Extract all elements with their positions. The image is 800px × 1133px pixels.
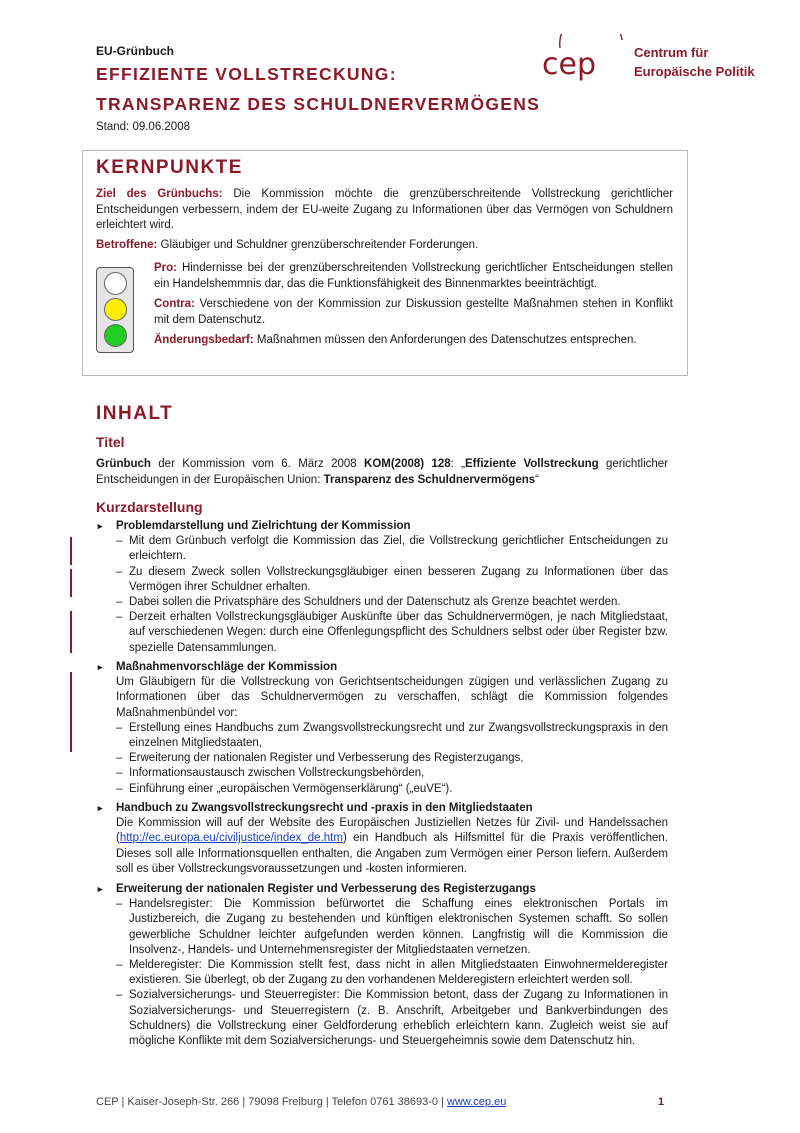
document-title-line-2: TRANSPARENZ DES SCHULDNERVERMÖGENS: [96, 94, 541, 114]
titel-bold-2: Transparenz des Schuldnervermögens: [323, 473, 536, 486]
kernpunkte-heading: KERNPUNKTE: [96, 157, 243, 178]
contra-text: Verschiedene von der Kommission zur Diskussion gestellte Maßnahmen stehen in Konflikt mit dem Datenschutz.: [154, 298, 673, 326]
section-handbuch: [96, 801, 668, 877]
cep-logo: [530, 34, 770, 90]
list-item: – Handelsregister: Die Kommission befürwortet die Schaffung eines elektronischen Portals im Justizbereich, die Zugang zu bestehenden und künftigen elektronischen Systemen schafft. So sollen gewerbliche Schuldner leichter aufgefunden werden können. Langfristig will die Kommission die Insolvenz-, Handels- und Unternehmensregister der Mitgliedstaaten vernetzen.: [96, 897, 668, 958]
inhalt-heading: INHALT: [96, 403, 174, 424]
cep-logo-letters: cep: [542, 47, 596, 82]
titel-text-1: der Kommission vom 6. März 2008: [150, 458, 365, 470]
titel-bold-1: Effiziente Vollstreckung: [465, 458, 599, 470]
traffic-light-icon: [96, 267, 134, 353]
list-item: – Erweiterung der nationalen Register und Verbesserung des Registerzugangs,: [96, 751, 668, 766]
document-title-line-1: EFFIZIENTE VOLLSTRECKUNG:: [96, 64, 397, 84]
margin-mark: [70, 672, 72, 752]
betroffene-text: Gläubiger und Schuldner grenzüberschreitender Forderungen.: [157, 239, 479, 251]
cep-logo-mark: [530, 34, 630, 84]
pro-paragraph: [154, 261, 673, 292]
cep-logo-text: [634, 43, 755, 81]
pro-label: Pro:: [154, 262, 177, 274]
bullet-heading: ► Handbuch zu Zwangsvollstreckungsrecht und -praxis in den Mitgliedstaaten: [96, 801, 668, 816]
titel-text-2: : „: [450, 458, 465, 470]
section-register: [96, 882, 668, 1049]
ziel-text: Die Kommission möchte die grenzüberschreitende Vollstreckung gerichtlicher Entscheidungen verbessern, indem der EU-weite Zugang zu Informationen über das Vermögen von Schuldnern erleichtert wird.: [96, 188, 673, 232]
document-type: EU-Grünbuch: [96, 44, 174, 58]
contra-label: Contra:: [154, 298, 195, 310]
handbuch-text-2: ) ein Handbuch als Hilfsmittel für die Praxis veröffentlichen. Dieses soll alle Informationsquellen enthalten, die Angaben zum Vermögen einer Person liefern. Außerdem soll es über Vollstreckungsvoraussetzungen und -kosten informieren.: [116, 832, 668, 875]
titel-gruenbuch: Grünbuch: [96, 458, 151, 470]
traffic-light-white: [104, 272, 127, 295]
footer: [96, 1096, 506, 1108]
logo-line-2: Europäische Politik: [634, 64, 755, 79]
titel-kom: KOM(2008) 128: [364, 458, 451, 470]
kurzdarstellung-heading: Kurzdarstellung: [96, 499, 203, 515]
list-item: – Derzeit erhalten Vollstreckungsgläubiger Auskünfte über das Schuldnervermögen, je nach Mitgliedstaat, auf verschiedenen Wegen: durch eine Offenlegungspflicht des Schuldners selbst oder über Register bzw. spezielle Datensammlungen.: [96, 610, 668, 656]
titel-paragraph: [96, 457, 668, 488]
aenderungsbedarf-label: Änderungsbedarf:: [154, 334, 254, 346]
betroffene-paragraph: [96, 238, 673, 254]
pro-text: Hindernisse bei der grenzüberschreitenden Vollstreckung gerichtlicher Entscheidungen stellen ein Handelshemmnis dar, das die Funktionsfähigkeit des Binnenmarktes beeinträchtigt.: [154, 262, 673, 290]
paragraph: [96, 816, 668, 877]
footer-address: CEP | Kaiser-Joseph-Str. 266 | 79098 Freiburg | Telefon 0761 38693-0 |: [96, 1096, 448, 1108]
section-massnahmenvorschlaege: [96, 660, 668, 797]
list-item: – Einführung einer „europäischen Vermögenserklärung“ („euVE“).: [96, 782, 668, 797]
document-date: Stand: 09.06.2008: [96, 121, 190, 133]
list-item: – Melderegister: Die Kommission stellt fest, dass nicht in allen Mitgliedstaaten Einwohnermelderegister existieren. Sie überlegt, ob der Zugang zu den vorhandenen Melderegistern erleichtert werden soll.: [96, 958, 668, 988]
aenderungsbedarf-text: Maßnahmen müssen den Anforderungen des Datenschutzes entsprechen.: [253, 334, 637, 346]
list-item: – Erstellung eines Handbuchs zum Zwangsvollstreckungsrecht und zur Zwangsvollstreckungspraxis in den einzelnen Mitgliedstaaten,: [96, 721, 668, 751]
list-item: – Mit dem Grünbuch verfolgt die Kommission das Ziel, die Vollstreckung gerichtlicher Entscheidungen zu erleichtern.: [96, 534, 668, 564]
list-item: – Sozialversicherungs- und Steuerregister: Die Kommission betont, dass der Zugang zu Informationen in Sozialversicherungs- und Steuerregistern (z. B. Anschrift, Arbeitgeber und Bankverbindungen des Schuldners) die Vollstreckung einer Geldforderung erheblich erleichtern kann. Zugleich weist sie auf mögliche Konflikte mit dem Sozialversicherungs- und Steuergeheimnis sowie dem Datenschutz hin.: [96, 988, 668, 1049]
list-item: – Dabei sollen die Privatsphäre des Schuldners und der Datenschutz als Grenze beachtet werden.: [96, 595, 668, 610]
bullet-heading: ► Problemdarstellung und Zielrichtung der Kommission: [96, 519, 668, 534]
handbuch-text-1: Die Kommission will auf der Website des Europäischen Justiziellen Netzes für Zivil- und Handelssachen (: [116, 817, 668, 845]
titel-text-3: gerichtlicher Entscheidungen in der Europäischen Union:: [96, 458, 668, 486]
kernpunkte-box: [82, 150, 688, 376]
ziel-label: Ziel des Grünbuchs:: [96, 188, 223, 200]
aenderungsbedarf-paragraph: [154, 333, 673, 349]
bullet-heading: ► Maßnahmenvorschläge der Kommission: [96, 660, 668, 675]
margin-mark: [70, 569, 72, 597]
ziel-paragraph: [96, 187, 673, 234]
titel-heading: Titel: [96, 434, 125, 450]
traffic-light-green: [104, 324, 127, 347]
list-item: – Informationsaustausch zwischen Vollstreckungsbehörden,: [96, 766, 668, 781]
civiljustice-link[interactable]: http://ec.europa.eu/civiljustice/index_de.htm: [119, 832, 343, 845]
contra-paragraph: [154, 297, 673, 328]
bullet-heading: ► Erweiterung der nationalen Register und Verbesserung des Registerzugangs: [96, 882, 668, 897]
margin-mark: [70, 611, 72, 653]
traffic-light-yellow: [104, 298, 127, 321]
section-problemdarstellung: [96, 519, 668, 656]
titel-text-4: “: [535, 473, 539, 486]
page-number: 1: [658, 1096, 665, 1108]
footer-website-link[interactable]: www.cep.eu: [447, 1096, 507, 1108]
betroffene-label: Betroffene:: [96, 239, 158, 251]
logo-line-1: Centrum für: [634, 45, 709, 60]
margin-mark: [70, 537, 72, 565]
paragraph: Um Gläubigern für die Vollstreckung von Gerichtsentscheidungen zügigen und verlässlichen Zugang zu Informationen über das Schuldnervermögen zu verschaffen, schlägt die Kommission folgendes Maßnahmenbündel vor:: [116, 676, 668, 719]
list-item: – Zu diesem Zweck sollen Vollstreckungsgläubiger einen besseren Zugang zu Informationen über das Vermögen ihrer Schuldner erhalten.: [96, 565, 668, 595]
